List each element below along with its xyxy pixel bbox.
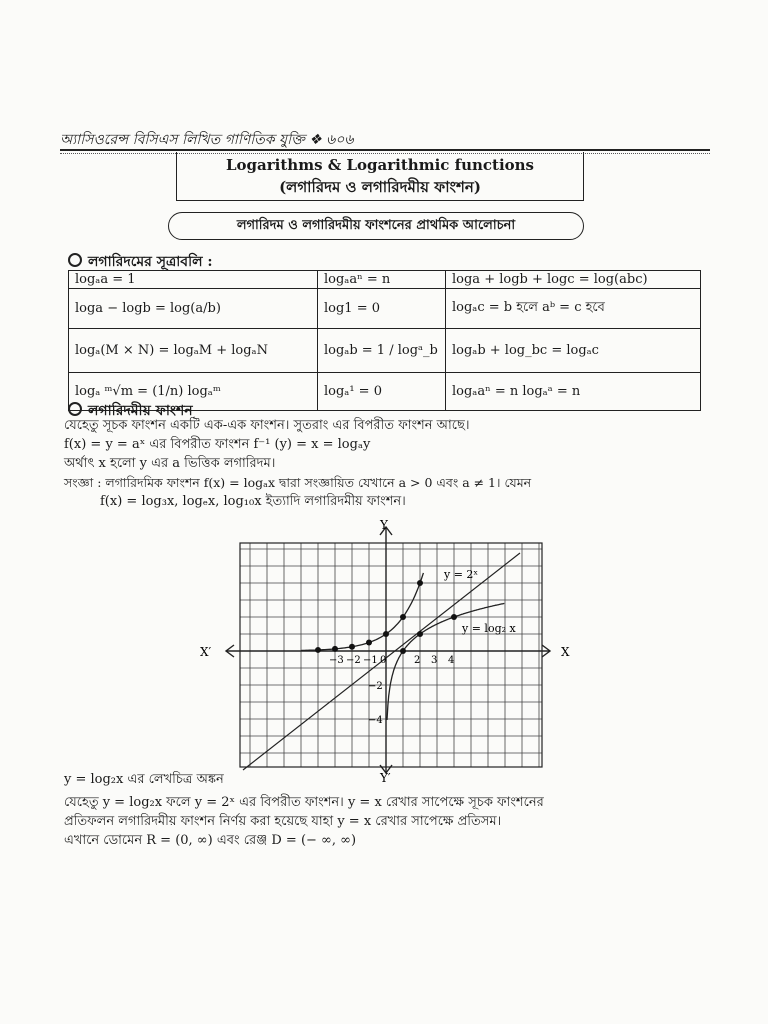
log-point xyxy=(417,631,423,637)
title-english: Logarithms & Logarithmic functions xyxy=(226,156,534,174)
y-axis-label: Y xyxy=(380,518,388,532)
formula-cell: logₐaⁿ = n logₐᵃ = n xyxy=(446,373,701,411)
formula-cell: logₐb = 1 / logᵃ_b xyxy=(318,329,446,373)
formula-table xyxy=(68,270,701,411)
exp-point xyxy=(349,644,355,650)
x-tick-label: 2 xyxy=(414,655,421,666)
title-box xyxy=(176,152,584,201)
page-header: অ্যাসিওরেন্স বিসিএস লিখিত গাণিতিক যুক্তি ❖ ৬০৬ xyxy=(60,132,354,148)
formula-cell: logₐ¹ = 0 xyxy=(318,373,446,411)
x-neg-axis-label: X′ xyxy=(200,645,212,659)
tick-labels xyxy=(329,655,454,726)
body-line: যেহেতু y = log₂x ফলে y = 2ˣ এর বিপরীত ফাংশন। y = x রেখার সাপেক্ষে সূচক ফাংশনের xyxy=(64,795,544,810)
body-line: সংজ্ঞা : লগারিদমিক ফাংশন f(x) = logₐx দ্বারা সংজ্ঞায়িত যেখানে a > 0 এবং a ≠ 1। যেমন xyxy=(64,475,532,490)
body-line: f(x) = log₃x, logₑx, log₁₀x ইত্যাদি লগারিদমীয় ফাংশন। xyxy=(100,494,406,509)
formula-cell: log1 = 0 xyxy=(318,289,446,329)
x-axis-label: X xyxy=(561,645,570,659)
x-tick-label: 0 xyxy=(380,655,387,666)
exp-curve-label: y = 2ˣ xyxy=(444,568,479,581)
formula-cell: loga − logb = log(a/b) xyxy=(69,289,318,329)
body-line: প্রতিফলন লগারিদমীয় ফাংশন নির্ণয় করা হয়েছে যাহা y = x রেখার সাপেক্ষে প্রতিসম। xyxy=(64,814,502,829)
title-bengali: (লগারিদম ও লগারিদমীয় ফাংশন) xyxy=(279,178,481,196)
exp-point xyxy=(400,614,406,620)
formula-cell: logₐaⁿ = n xyxy=(318,271,446,289)
formula-cell: logₐa = 1 xyxy=(69,271,318,289)
log-curve-label: y = log₂ x xyxy=(462,622,516,635)
table-row xyxy=(69,289,701,329)
header-rule xyxy=(60,149,710,151)
bullet-circle-icon xyxy=(68,253,82,267)
graph-grid xyxy=(240,543,542,767)
table-row xyxy=(69,329,701,373)
x-tick-label: −2 xyxy=(346,655,361,666)
y-tick-label: −2 xyxy=(368,681,383,692)
formula-cell: logₐc = b হলে aᵇ = c হবে xyxy=(446,289,701,329)
exp-point xyxy=(383,631,389,637)
function-heading-text: লগারিদমীয় ফাংশন xyxy=(88,403,193,419)
bullet-circle-icon xyxy=(68,402,82,416)
log-point xyxy=(400,648,406,654)
exp-point xyxy=(315,647,321,653)
y-tick-label: −4 xyxy=(368,715,383,726)
body-line: যেহেতু সূচক ফাংশন একটি এক-এক ফাংশন। সুতরাং এর বিপরীত ফাংশন আছে। xyxy=(64,418,470,433)
grid-frame xyxy=(240,543,542,767)
exp-point xyxy=(332,646,338,652)
exp-curve xyxy=(301,573,423,651)
body-line: এখানে ডোমেন R = (0, ∞) এবং রেঞ্জ D = (− ∞, ∞) xyxy=(64,833,357,848)
exp-point xyxy=(417,580,423,586)
formula-cell: logₐ(M × N) = logₐM + logₐN xyxy=(69,329,318,373)
x-tick-label: −3 xyxy=(329,655,344,666)
table-row xyxy=(69,271,701,289)
subtitle-pill: লগারিদম ও লগারিদমীয় ফাংশনের প্রাথমিক আলোচনা xyxy=(168,212,584,240)
log-point xyxy=(451,614,457,620)
x-tick-label: −1 xyxy=(363,655,378,666)
formula-cell: loga + logb + logc = log(abc) xyxy=(446,271,701,289)
log-curve xyxy=(387,603,504,720)
x-tick-label: 3 xyxy=(431,655,438,666)
body-line: অর্থাৎ x হলো y এর a ভিত্তিক লগারিদম। xyxy=(64,456,276,471)
exp-point xyxy=(366,640,372,646)
graph-caption: y = log₂x এর লেখচিত্র অঙ্কন xyxy=(64,772,224,787)
formula-cell: logₐb + log_bc = logₐc xyxy=(446,329,701,373)
y-neg-axis-label: Y′ xyxy=(380,771,391,785)
formulas-heading-text: লগারিদমের সূত্রাবলি : xyxy=(88,254,213,270)
x-tick-label: 4 xyxy=(448,655,455,666)
body-line: f(x) = y = aˣ এর বিপরীত ফাংশন f⁻¹ (y) = x = logₐy xyxy=(64,437,371,452)
logarithm-graph xyxy=(0,510,768,790)
formula-cell: logₐ ᵐ√m = (1/n) logₐᵐ xyxy=(69,373,318,411)
